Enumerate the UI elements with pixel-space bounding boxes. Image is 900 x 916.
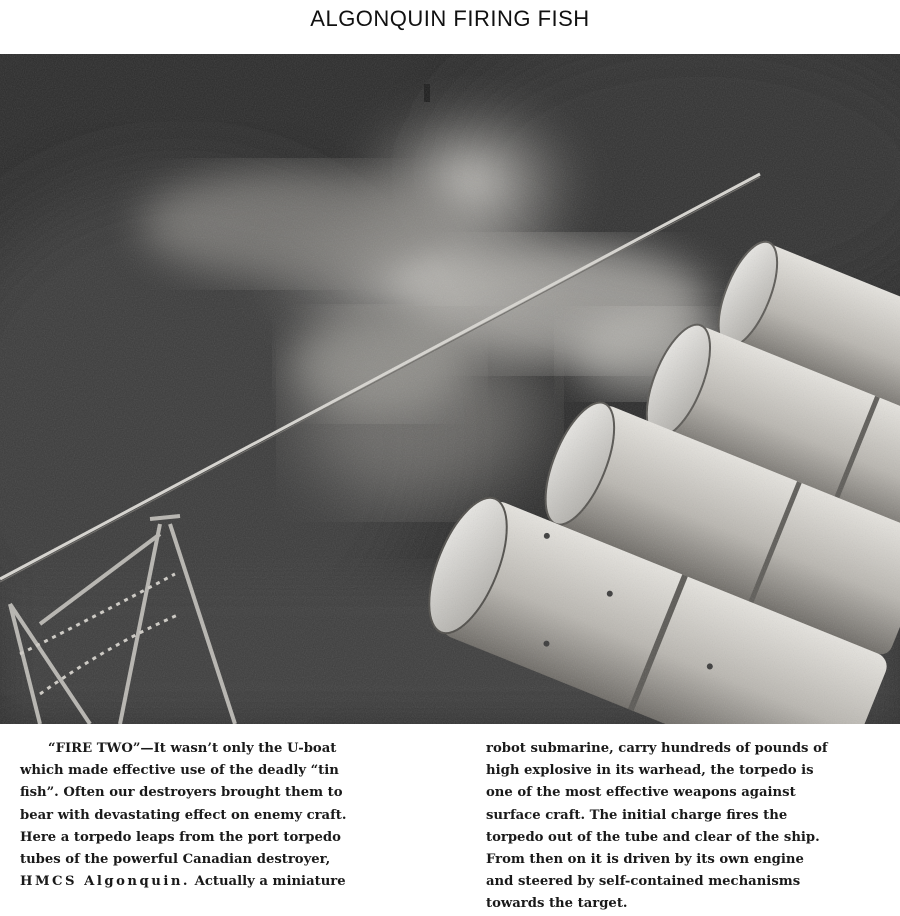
caption-text: and steered by self-contained mechanisms	[486, 874, 801, 890]
caption-text: Actually a miniature	[190, 874, 346, 890]
caption-text: From then on it is driven by its own engine	[486, 852, 804, 868]
caption-left-column	[20, 738, 436, 916]
caption-text: fish”. Often our destroyers brought them to	[20, 785, 343, 801]
caption-text: torpedo out of the tube and clear of the ship.	[486, 829, 820, 845]
caption-text: high explosive in its warhead, the torpedo is	[486, 763, 814, 779]
caption-text: surface craft. The initial charge fires the	[486, 807, 788, 823]
torpedo-photo	[0, 54, 900, 724]
caption-text: robot submarine, carry hundreds of pounds of	[486, 741, 828, 756]
caption-text: Here a torpedo leaps from the port torpedo	[20, 829, 341, 845]
caption-text: towards the target.	[486, 896, 628, 912]
caption-text: bear with devastating effect on enemy craft.	[20, 807, 347, 823]
caption-lead: “FIRE TWO”	[48, 741, 141, 756]
ship-name: HMCS Algonquin.	[20, 874, 191, 890]
caption-text: —It wasn’t only the U-boat	[140, 741, 337, 756]
caption-text: tubes of the powerful Canadian destroyer,	[20, 852, 331, 868]
caption-text: one of the most effective weapons against	[486, 785, 796, 801]
photo-caption	[20, 738, 896, 916]
caption-right-column	[486, 738, 896, 916]
page-title: ALGONQUIN FIRING FISH	[310, 6, 590, 31]
caption-text: which made effective use of the deadly “tin	[20, 763, 339, 779]
